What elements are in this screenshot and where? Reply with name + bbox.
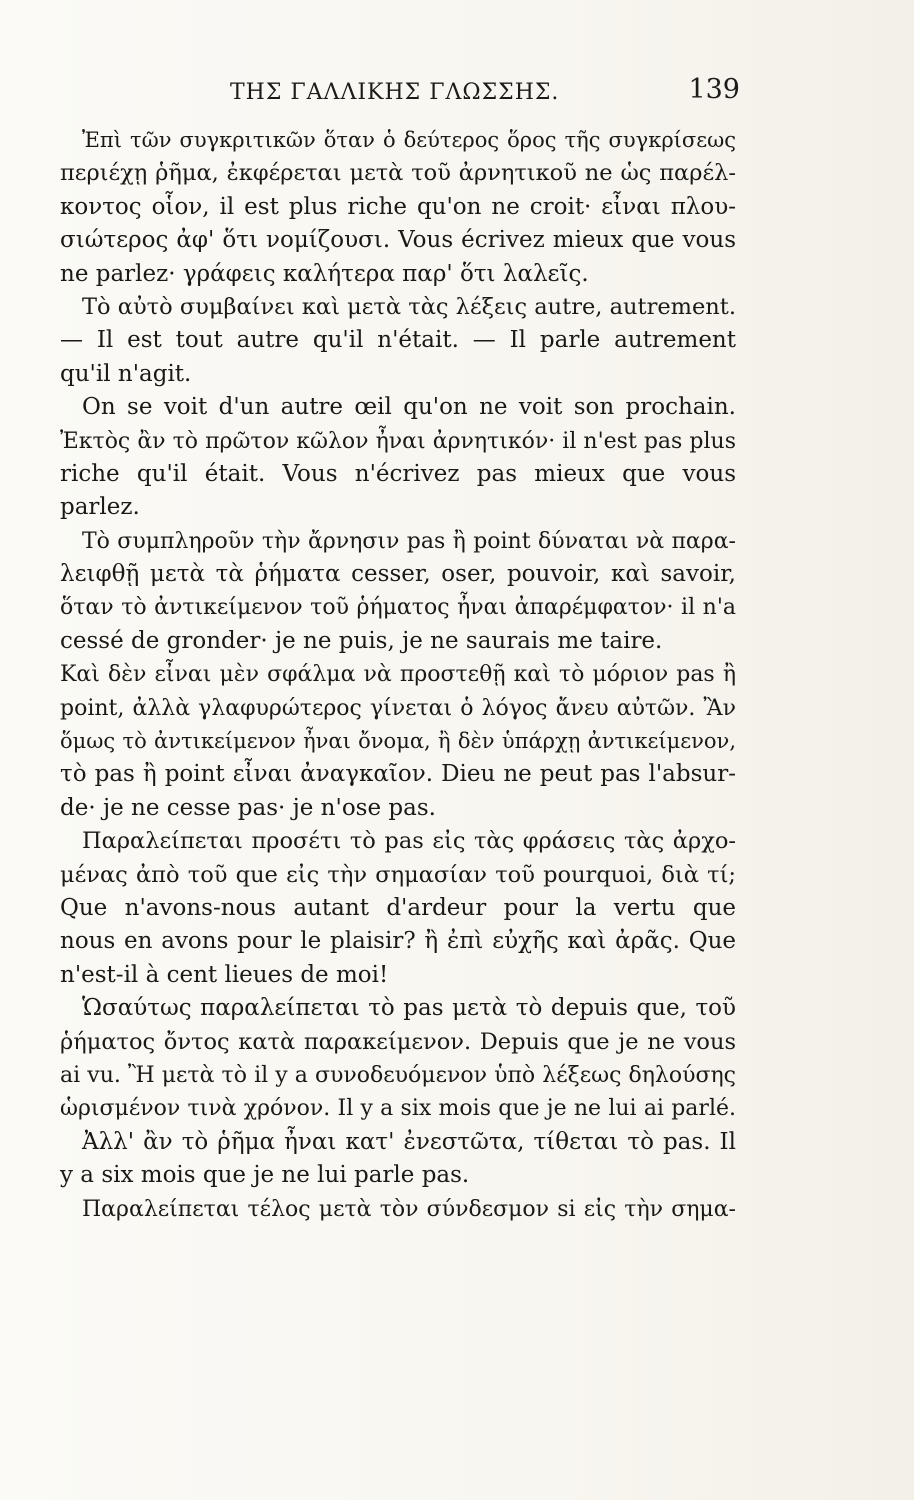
page-number: 139 <box>688 74 740 105</box>
text-line: λειφθῇ μετὰ τὰ ῥήματα cesser, oser, pouvoir, καὶ savoir, <box>60 561 736 588</box>
text-line: Ὡσαύτως παραλείπεται τὸ pas μετὰ τὸ depuis que, τοῦ <box>82 995 736 1022</box>
text-line: riche qu'il était. Vous n'écrivez pas mieux que vous <box>60 460 736 487</box>
text-line: Ἐκτὸς ἂν τὸ πρῶτον κῶλον ἦναι ἀρνητικόν· il n'est pas plus <box>60 428 736 454</box>
text-line: y a six mois que je ne lui parle pas. <box>60 1162 470 1189</box>
text-line: κοντος οἷον, il est plus riche qu'on ne croit· εἶναι πλου- <box>60 193 736 220</box>
text-line: Que n'avons-nous autant d'ardeur pour la vertu que <box>60 894 736 921</box>
text-line: n'est-il à cent lieues de moi! <box>60 961 389 988</box>
text-line: ne parlez· γράφεις καλήτερα παρ' ὅτι λαλεῖς. <box>60 260 589 287</box>
text-line: Καὶ δὲν εἶναι μὲν σφάλμα νὰ προστεθῇ καὶ τὸ μόριον pas ἢ <box>60 662 736 688</box>
text-line: qu'il n'agit. <box>60 360 192 387</box>
text-line: Παραλείπεται προσέτι τὸ pas εἰς τὰς φράσεις τὰς ἀρχο- <box>82 828 736 855</box>
running-title: ΤΗΣ ΓΑΛΛΙΚΗΣ ΓΛΩΣΣΗΣ. <box>230 80 560 105</box>
text-line: ὡρισμένον τινὰ χρόνον. Il y a six mois que je ne lui ai parlé. <box>60 1096 736 1122</box>
text-line: περιέχῃ ῥῆμα, ἐκφέρεται μετὰ τοῦ ἀρνητικοῦ ne ὡς παρέλ- <box>60 160 736 187</box>
text-line: ῥήματος ὄντος κατὰ παρακείμενον. Depuis que je ne vous <box>60 1028 736 1055</box>
text-line: Τὸ αὐτὸ συμβαίνει καὶ μετὰ τὰς λέξεις autre, autrement. <box>82 293 736 320</box>
text-line: ὅμως τὸ ἀντικείμενον ἦναι ὄνομα, ἢ δὲν ὑπάρχῃ ἀντικείμενον, <box>60 729 736 754</box>
text-line: μένας ἀπὸ τοῦ que εἰς τὴν σημασίαν τοῦ pourquoi, διὰ τί; <box>60 861 736 888</box>
text-line: σιώτερος ἀφ' ὅτι νομίζουσι. Vous écrivez mieux que vous <box>60 227 736 254</box>
text-line: Ἐπὶ τῶν συγκριτικῶν ὅταν ὁ δεύτερος ὅρος τῆς συγκρίσεως <box>82 128 736 152</box>
text-line: Παραλείπεται τέλος μετὰ τὸν σύνδεσμον si εἰς τὴν σημα- <box>82 1196 736 1222</box>
text-line: parlez. <box>60 494 140 521</box>
text-line: nous en avons pour le plaisir? ἢ ἐπὶ εὐχῆς καὶ ἀρᾶς. Que <box>60 928 736 955</box>
text-line: de· je ne cesse pas· je n'ose pas. <box>60 794 436 821</box>
text-line: On se voit d'un autre œil qu'on ne voit son prochain. <box>82 394 736 421</box>
text-line: — Il est tout autre qu'il n'était. — Il parle autrement <box>60 327 736 354</box>
body-text <box>60 124 736 1226</box>
text-line: Ἀλλ' ἂν τὸ ῥῆμα ἦναι κατ' ἐνεστῶτα, τίθεται τὸ pas. Il <box>82 1128 736 1155</box>
text-line: Τὸ συμπληροῦν τὴν ἄρνησιν pas ἢ point δύναται νὰ παρα- <box>82 528 736 554</box>
text-line: τὸ pas ἢ point εἶναι ἀναγκαῖον. Dieu ne peut pas l'absur- <box>60 761 736 788</box>
page-header <box>60 72 740 112</box>
text-line: point, ἀλλὰ γλαφυρώτερος γίνεται ὁ λόγος ἄνευ αὐτῶν. Ἂν <box>60 695 736 721</box>
text-line: ai vu. Ἢ μετὰ τὸ il y a συνοδευόμενον ὑπὸ λέξεως δηλούσης <box>60 1062 736 1088</box>
text-line: ὅταν τὸ ἀντικείμενον τοῦ ῥήματος ἦναι ἀπαρέμφατον· il n'a <box>60 595 736 621</box>
text-line: cessé de gronder· je ne puis, je ne saurais me taire. <box>60 627 663 654</box>
